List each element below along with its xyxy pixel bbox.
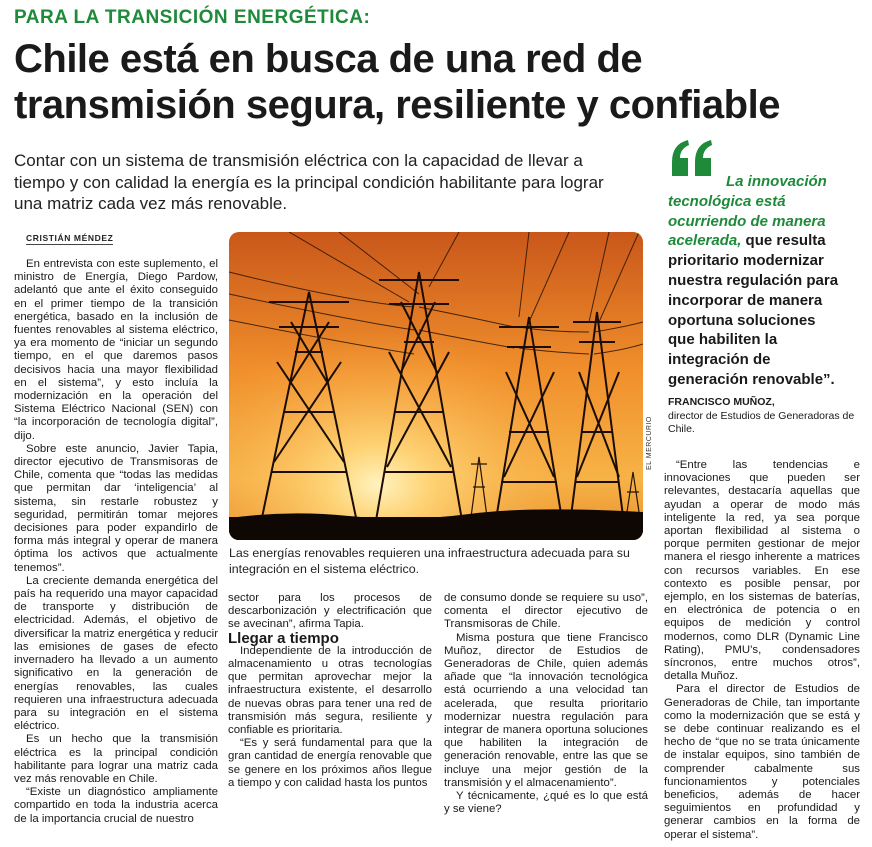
pull-quote-line: que resulta [741, 232, 826, 250]
pull-quote-line: integración de [668, 351, 771, 369]
photo-credit: EL MERCURIO [646, 416, 653, 470]
pull-quote-highlight: acelerada, [668, 232, 742, 250]
body-paragraph: Y técnicamente, ¿qué es lo que está y se viene? [444, 790, 648, 816]
body-paragraph: La creciente demanda energética del país ha requerido una mayor capacidad de transporte y distribución de electricidad. Además, el objetivo de diversificar la matriz energética y reducir las emisiones de gases de efecto invernadero ha llevado a un aumento significativo en la generación de energías renovables, las cuales requieren una infraestructura adecuada para su integración en el sistema eléctrico. [14, 574, 218, 733]
power-lines-photo [229, 232, 643, 540]
pull-quote-line: prioritario modernizar [668, 252, 824, 270]
body-paragraph: Sobre este anuncio, Javier Tapia, director ejecutivo de Transmisoras de Chile, comenta que “todas las medidas que permitan dar ‘inteligencia’ al sistema, sin restarle robustez y seguridad, permitirán tomar mejores decisiones para poder expandirlo de forma más integral y operar de manera óptima los activos que actualmente tenemos”. [14, 442, 218, 574]
headline [14, 36, 864, 128]
body-paragraph: “Existe un diagnóstico ampliamente compartido en toda la industria acerca de la importancia crucial de nuestro [14, 786, 218, 825]
body-paragraph: Misma postura que tiene Francisco Muñoz, director de Estudios de Generadoras de Chile, quien además añade que “la innovación tecnológica está ocurriendo a una velocidad tan acelerada, que resulta prioritario modernizar nuestra regulación para integrar de manera oportuna soluciones que habiliten la integración de generación renovable, entre las que se incluye una mejor gestión de la transmisión y el almacenamiento”. [444, 631, 648, 789]
pull-quote-line: generación renovable”. [668, 370, 835, 388]
quote-author-name: FRANCISCO MUÑOZ, [668, 396, 775, 408]
body-paragraph: Para el director de Estudios de Generadoras de Chile, tan importante como la modernización que se está y se debe continuar realizando es el hecho de “que no se trata únicamente de instalar equipos, sino también de comprender cabalmente sus funcionamientos y potenciales beneficios, además de hacer seguimientos en profundidad y generar cambios en la forma de operar el sistema”. [664, 683, 860, 841]
headline-line: transmisión segura, resiliente y confiable [14, 83, 780, 127]
body-column-2 [228, 592, 432, 790]
lead-line: tiempo y con calidad la energía es la principal condición habilitante para lograr [14, 172, 604, 192]
subheading: Llegar a tiempo [228, 629, 339, 647]
pull-quote-line: que habiliten la [668, 331, 778, 349]
body-paragraph: de consumo donde se requiere su uso”, comenta el director ejecutivo de Transmisoras de Chile. [444, 592, 648, 631]
byline: CRISTIÁN MÉNDEZ [26, 233, 114, 243]
body-column-3 [444, 592, 648, 816]
pull-quote-line: tecnológica está [668, 192, 786, 210]
body-paragraph: sector para los procesos de descarbonización y electrificación que se avecinan”, afirma Tapia. [228, 592, 432, 631]
body-column-4 [664, 459, 860, 842]
quote-author-role: director de Estudios de Generadoras de Chile. [668, 410, 855, 435]
caption-line: integración en el sistema eléctrico. [229, 561, 420, 576]
body-paragraph: “Es y será fundamental para que la gran cantidad de energía renovable que se genere en los próximos años llegue a tiempo y con calidad hasta los puntos [228, 737, 432, 789]
body-paragraph: “Entre las tendencias e innovaciones que pueden ser relevantes, destacaría aquellas que ayudan a operar de modo más inteligente la red, ya sea porque aportan flexibilidad al sistema o porque permiten gestionar de mejor manera el riesgo inherente a matrices con recursos variables. En ese contexto es posible pensar, por ejemplo, en los sistemas de baterías, en electrónica de potencia o en equipos de medición y control modernos, como DLR (Dynamic Line Rating), PMU’s, condensadores síncronos, entre muchos otros”, detalla Muñoz. [664, 459, 860, 683]
body-paragraph: Independiente de la introducción de almacenamiento u otras tecnologías que permitan aprovechar mejor la infraestructura existente, el desarrollo de nuevas obras para tener una red de transmisión más segura, resiliente y confiable es prioritaria. [228, 644, 432, 737]
caption-line: Las energías renovables requieren una infraestructura adecuada para su [229, 546, 630, 560]
body-column-1 [14, 258, 218, 826]
lead-paragraph [14, 150, 644, 215]
transmission-towers-illustration [229, 232, 643, 540]
pull-quote-line: incorporar de manera [668, 291, 823, 309]
photo-caption [229, 546, 649, 577]
lead-line: una matriz cada vez más renovable. [14, 194, 288, 213]
lead-line: Contar con un sistema de transmisión eléctrica con la capacidad de llevar a [14, 151, 583, 170]
pull-quote-line: oportuna soluciones [668, 311, 816, 329]
headline-line: Chile está en busca de una red de [14, 37, 643, 81]
body-paragraph: En entrevista con este suplemento, el ministro de Energía, Diego Pardow, adelantó que ante el éxito conseguido en el primer tiempo de la transición energética, basado en la inclusión de fuentes renovables al sistema eléctrico, ya era momento de “iniciar un segundo tiempo, en el que daremos pasos decisivos hacia una mayor flexibilidad en el sistema”, y esto incluía la modernización en la operación del Sistema Eléctrico Nacional (SEN) con “la incorporación de tecnología digital”, dijo. [14, 258, 218, 442]
pull-quote-line: La innovación [726, 173, 827, 190]
pull-quote-line: nuestra regulación para [668, 271, 839, 289]
section-kicker: PARA LA TRANSICIÓN ENERGÉTICA: [14, 7, 371, 28]
pull-quote-line: ocurriendo de manera [668, 212, 826, 230]
body-paragraph: Es un hecho que la transmisión eléctrica es la principal condición habilitante para lograr una matriz cada vez más renovable en Chile. [14, 733, 218, 785]
pull-quote [668, 172, 864, 390]
